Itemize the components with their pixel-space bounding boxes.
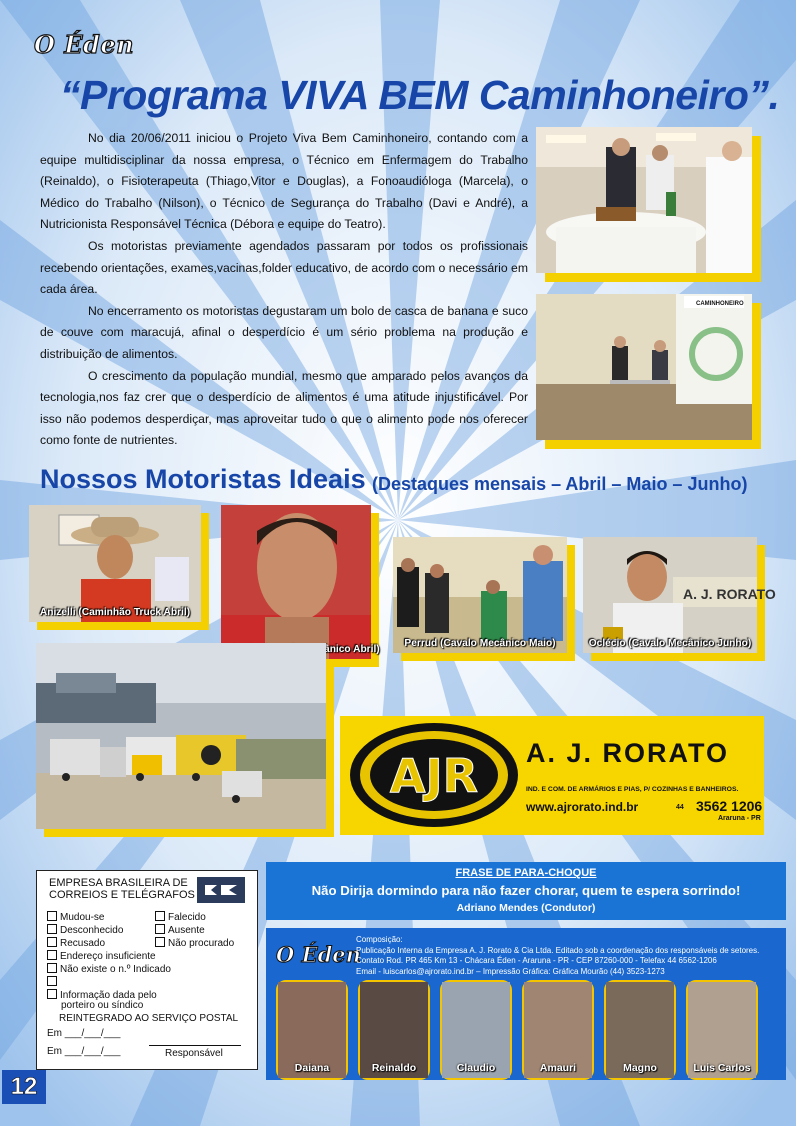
credits-text: [356, 935, 759, 977]
checkbox: [47, 937, 57, 947]
drivers-section-title: Nossos Motoristas Ideais: [40, 464, 366, 494]
option-blank: [47, 976, 60, 988]
responsavel-label: Responsável: [165, 1048, 223, 1059]
checkbox: [155, 911, 165, 921]
article-paragraph: O crescimento da população mundial, mesmo que amparado pelos avanços da tecnologia,nos faz crer que o desperdício de alimentos é uma atitude injustificável. Por isso não podemos desperdiçar, mas aproveitar tudo o que o alimento pode nos oferecer como fonte de nutrientes.: [40, 368, 528, 448]
reintegrado-label: REINTEGRADO AO SERVIÇO POSTAL: [59, 1013, 239, 1024]
credits-line: Email - luiscarlos@ajrorato.ind.br – Impressão Gráfica: Gráfica Mourão (44) 3523-1273: [356, 966, 665, 976]
team-member-card: [358, 980, 430, 1080]
frase-author: Adriano Mendes (Condutor): [456, 902, 596, 914]
credits-line: Composição:: [356, 935, 403, 944]
option-info-line2: porteiro ou síndico: [61, 1000, 144, 1011]
event-photo-presentation: [536, 294, 752, 440]
date-line-2: Em ___/___/___: [47, 1046, 121, 1057]
credits-brand: O Éden: [276, 942, 361, 967]
option-nao-existe: [47, 963, 171, 975]
option-label: Não existe o n.º Indicado: [60, 964, 171, 975]
team-member-card: [440, 980, 512, 1080]
checkbox: [155, 924, 165, 934]
date-line-1: Em ___/___/___: [47, 1028, 121, 1039]
checkbox: [47, 924, 57, 934]
team-member-card: [522, 980, 594, 1080]
team-member-name: Luis Carlos: [693, 1062, 751, 1074]
ad-phone: 3562 1206: [696, 798, 763, 814]
team-member-card: [604, 980, 676, 1080]
driver-caption-schorba: Mecânico Abril): [304, 644, 380, 655]
ad-area-code: 44: [676, 804, 684, 811]
option-mudou-se: [47, 911, 104, 923]
team-member-name: Reinaldo: [371, 1062, 417, 1074]
checkbox: [47, 911, 57, 921]
checkbox: [155, 937, 165, 947]
option-label: Não procurado: [168, 938, 235, 949]
credits-line: Contato Rod. PR 465 Km 13 - Chácara Éden - Araruna - PR - CEP 87260-000 - Telefax 44 6562-1206: [356, 956, 717, 965]
option-ausente: [155, 924, 205, 936]
option-desconhecido: [47, 924, 123, 936]
driver-photo-perrud: [393, 537, 567, 653]
option-endereco-insuficiente: [47, 950, 156, 962]
postal-header: [49, 877, 195, 901]
aj-rorato-ad: [340, 716, 764, 835]
ad-website: www.ajrorato.ind.br: [526, 800, 639, 814]
team-member-card: [276, 980, 348, 1080]
frase-panel: [266, 862, 786, 920]
postal-header-line1: EMPRESA BRASILEIRA DE: [49, 877, 188, 889]
event-photo-tables: [536, 127, 752, 273]
option-label: Falecido: [168, 912, 206, 923]
article-paragraph: No dia 20/06/2011 iniciou o Projeto Viva Bem Caminhoneiro, contando com a equipe multidisciplinar da nossa empresa, o Técnico em Enfermagem do Trabalho (Reinaldo), o Fisioterapeuta (Thiago,Vitor e Douglas), a Fonoaudióloga (Marcela), o Médico do Trabalho (Nilson), o Técnico de Segurança do Trabalho (Davi e André), a Nutricionista Responsável Técnica (Débora e equipe do Teatro).: [40, 131, 528, 232]
driver-photo-schorba: [221, 505, 380, 659]
ad-photo-text: A. J. RORATO: [683, 586, 776, 602]
correios-logo-icon: [197, 877, 245, 903]
option-nao-procurado: [155, 937, 234, 949]
driver-caption-perrud: Perrud (Cavalo Mecânico Maio): [404, 638, 556, 649]
option-falecido: [155, 911, 206, 923]
team-member-card: [686, 980, 758, 1080]
option-label: Informação dada pelo: [60, 990, 157, 1001]
option-label: Mudou-se: [60, 912, 105, 923]
team-member-name: Daiana: [294, 1062, 330, 1074]
frase-heading: FRASE DE PARA-CHOQUE: [455, 867, 597, 879]
credits-panel: [266, 928, 786, 1080]
ajr-logo-text: AJR: [389, 749, 479, 803]
team-member-name: Amauri: [539, 1062, 577, 1074]
frase-text: Não Dirija dormindo para não fazer chorar, quem te espera sorrindo!: [311, 883, 741, 898]
option-label: Endereço insuficiente: [60, 951, 156, 962]
option-label: Desconhecido: [60, 925, 124, 936]
driver-photo-anizelli: [29, 505, 201, 622]
checkbox: [47, 976, 57, 986]
option-label: Ausente: [168, 925, 205, 936]
ad-company-name: A. J. RORATO: [526, 738, 730, 768]
trucks-photo: [36, 643, 326, 829]
brand-logo-text: O Éden: [34, 30, 135, 59]
checkbox: [47, 950, 57, 960]
article-paragraph: Os motoristas previamente agendados passaram por todos os profissionais recebendo orientações, exames,vacinas,folder educativo, de acordo com o necessário em cada área.: [40, 238, 528, 297]
banner-text: CAMINHONEIRO: [696, 301, 744, 307]
postal-return-box: [36, 870, 258, 1070]
signature-line: [149, 1045, 241, 1046]
drivers-section-subtitle: (Destaques mensais – Abril – Maio – Junho): [372, 474, 748, 494]
option-label: Recusado: [60, 938, 106, 949]
page-title: “Programa VIVA BEM Caminhoneiro”.: [60, 72, 780, 118]
postal-header-line2: CORREIOS E TELÉGRAFOS: [49, 889, 195, 901]
driver-photo-oclecio: [583, 537, 776, 653]
ad-city: Araruna - PR: [718, 815, 761, 822]
team-member-name: Claudio: [456, 1062, 496, 1074]
option-recusado: [47, 937, 105, 949]
driver-caption-oclecio: Oclécio (Cavalo Mecânico Junho): [588, 638, 752, 649]
team-member-name: Magno: [623, 1062, 657, 1074]
checkbox: [47, 989, 57, 999]
article-paragraph: No encerramento os motoristas degustaram um bolo de casca de banana e suco de couve com maracujá, afinal o desperdício é um sério problema na produção e distribuição de alimentos.: [40, 303, 528, 361]
ad-tagline: IND. E COM. DE ARMÁRIOS E PIAS, P/ COZINHAS E BANHEIROS.: [526, 786, 739, 793]
checkbox: [47, 963, 57, 973]
driver-caption-anizelli: Anizelli (Caminhão Truck Abril): [39, 607, 191, 618]
ajr-logo-icon: [346, 720, 522, 830]
page-number: 12: [2, 1070, 46, 1104]
credits-line: Publicação Interna da Empresa A. J. Rorato & Cia Ltda. Editado sob a coordenação dos responsáveis de setores.: [356, 945, 760, 955]
article-body: [40, 128, 528, 452]
